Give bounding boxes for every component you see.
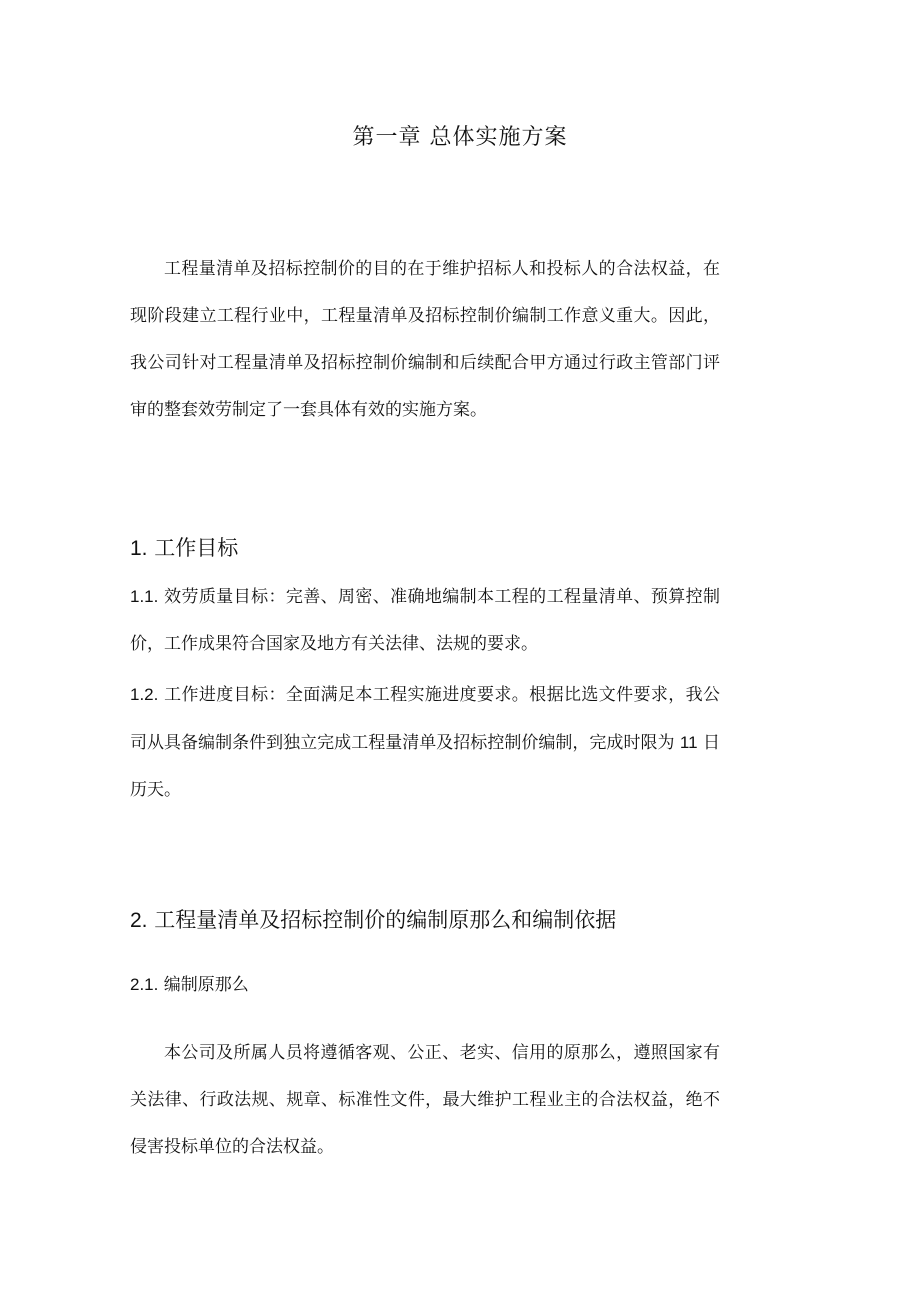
item-1-1-number: 1.1. bbox=[130, 587, 159, 606]
section-2-title: 工程量清单及招标控制价的编制原那么和编制依据 bbox=[154, 908, 617, 932]
item-1-1-text: 效劳质量目标：完善、周密、准确地编制本工程的工程量清单、预算控制价，工作成果符合国家及地方有关法律、法规的要求。 bbox=[130, 587, 721, 654]
section-2-heading bbox=[130, 905, 750, 936]
section-1-heading bbox=[130, 533, 750, 564]
section-1-title: 工作目标 bbox=[154, 536, 239, 560]
item-1-2-text-after: 日历天。 bbox=[130, 733, 720, 800]
item-1-2-text-before: 工作进度目标：全面满足本工程实施进度要求。根据比选文件要求，我公司从具备编制条件到独立完成工程量清单及招标控制价编制，完成时限为 bbox=[130, 685, 721, 753]
item-1-1 bbox=[130, 573, 720, 668]
item-1-2-number: 1.2. bbox=[130, 685, 159, 704]
subsection-2-1-number: 2.1. bbox=[130, 975, 159, 994]
item-1-2-days: 11 bbox=[679, 733, 698, 752]
subsection-2-1-paragraph: 本公司及所属人员将遵循客观、公正、老实、信用的原那么，遵照国家有关法律、行政法规、规章、标准性文件，最大维护工程业主的合法权益，绝不侵害投标单位的合法权益。 bbox=[130, 1043, 720, 1157]
subsection-2-1-heading bbox=[130, 970, 750, 1000]
item-1-2 bbox=[130, 671, 720, 814]
chapter-title: 第一章 总体实施方案 bbox=[352, 125, 568, 150]
section-1-number: 1. bbox=[130, 537, 148, 560]
intro-paragraph: 工程量清单及招标控制价的目的在于维护招标人和投标人的合法权益，在现阶段建立工程行业中，工程量清单及招标控制价编制工作意义重大。因此，我公司针对工程量清单及招标控制价编制和后续配合甲方通过行政主管部门评审的整套效劳制定了一套具体有效的实施方案。 bbox=[130, 259, 720, 420]
section-2-number: 2. bbox=[130, 909, 148, 932]
subsection-2-1-title: 编制原那么 bbox=[163, 975, 249, 995]
